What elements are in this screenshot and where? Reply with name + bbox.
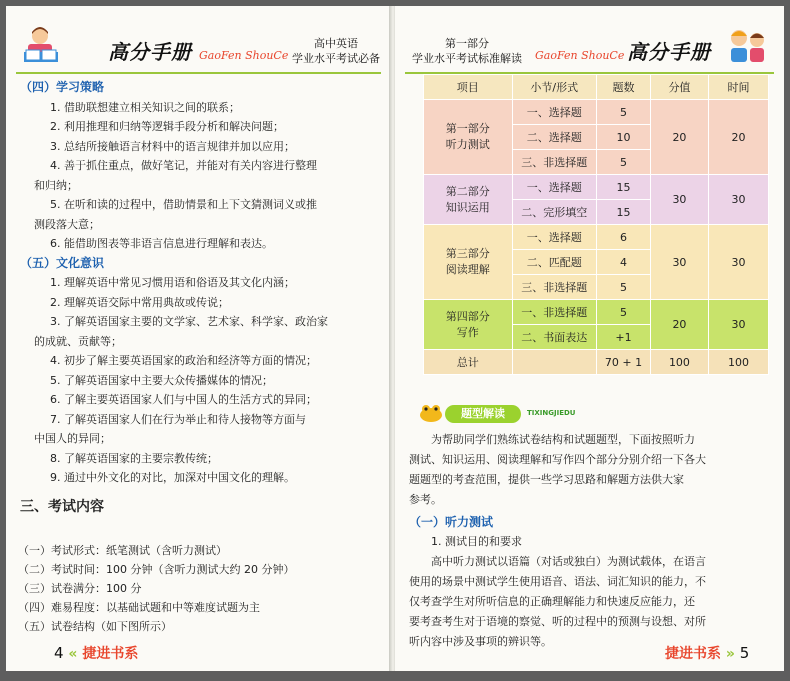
- list-item: 4. 初步了解主要英语国家的政治和经济等方面的情况；: [50, 354, 317, 367]
- time-cell: 30: [708, 225, 768, 300]
- table-cell: 15: [597, 200, 651, 225]
- exam-info-row: （四）难易程度：以基础试题和中等难度试题为主: [18, 601, 260, 614]
- left-footer: [54, 643, 138, 663]
- left-page: [6, 6, 391, 671]
- table-row: [424, 225, 769, 250]
- score-cell: 20: [650, 100, 708, 175]
- intro-line: 题题型的考查范围，提供一些学习思路和解题方法供大家: [409, 473, 684, 486]
- list-item: 7. 了解英语国家人们在行为举止和待人接物等方面与: [50, 412, 306, 426]
- exam-info-row: （五）试卷结构（如下图所示）: [18, 620, 172, 633]
- table-cell: 二、选择题: [512, 125, 596, 150]
- exam-info-row: （二）考试时间：100 分钟（含听力测试大约 20 分钟）: [18, 563, 295, 576]
- exam-structure-table: [423, 74, 769, 375]
- exam-info-row: （三）试卷满分：100 分: [18, 582, 142, 595]
- table-header-cell: 项目: [424, 75, 513, 100]
- list-item: 1. 理解英语中常见习惯用语和俗语及其文化内涵；: [50, 276, 295, 289]
- time-cell: 30: [708, 175, 768, 225]
- score-cell: 20: [650, 300, 708, 350]
- page-number: 4: [54, 644, 64, 662]
- header-rule: [16, 72, 381, 74]
- brand-title: 高分手册: [108, 40, 192, 64]
- left-body: [20, 78, 382, 517]
- right-body: [409, 430, 773, 652]
- list-item: 8. 了解英语国家的主要宗教传统；: [50, 451, 218, 465]
- subtitle-line1: 第一部分: [445, 37, 489, 50]
- intro-line: 参考。: [409, 493, 442, 506]
- table-cell: 6: [597, 225, 651, 250]
- subtitle-line2: 学业水平考试标准解读: [412, 52, 522, 65]
- total-score-cell: 100: [650, 350, 708, 375]
- exam-info-row: （一）考试形式：纸笔测试（含听力测试）: [18, 544, 227, 557]
- list-item-cont: 和归纳；: [34, 178, 78, 192]
- table-cell: 三、非选择题: [512, 150, 596, 175]
- table-cell: 5: [597, 275, 651, 300]
- section-culture-title: （五）文化意识: [20, 255, 105, 270]
- page-number: 5: [739, 644, 750, 662]
- part-name-cell: 第一部分 听力测试: [424, 100, 513, 175]
- table-header-cell: 时间: [708, 75, 768, 100]
- list-item-cont: 测段落大意；: [34, 217, 100, 231]
- tip-label: 题型解读: [445, 405, 521, 423]
- table-cell: 一、选择题: [512, 225, 596, 250]
- part-name-cell: 第三部分 阅读理解: [424, 225, 513, 300]
- table-header-row: [424, 75, 769, 100]
- table-total-row: [424, 350, 769, 375]
- list-item-cont: 中国人的异同；: [34, 432, 111, 445]
- para-line: 要考查考生对于语境的察觉、听的过程中的预测与设想、对所: [409, 615, 706, 628]
- table-cell: 10: [597, 125, 651, 150]
- subtitle-line2: 学业水平考试必备: [292, 52, 380, 65]
- list-item: 5. 了解英语国家中主要大众传播媒体的情况；: [50, 373, 273, 387]
- table-cell: +1: [597, 325, 651, 350]
- list-item: 6. 能借助图表等非语言信息进行理解和表达。: [50, 237, 273, 250]
- total-label-cell: 总计: [424, 350, 513, 375]
- score-cell: 30: [650, 175, 708, 225]
- table-row: [424, 100, 769, 125]
- section-learning-strategy-title: （四）学习策略: [20, 80, 105, 94]
- para-line: 使用的场景中测试学生使用语音、语法、词汇知识的能力，不: [409, 575, 706, 588]
- right-page: [395, 6, 784, 671]
- para-line: 仅考查学生对所听信息的正确理解能力和快速反应能力，还: [409, 595, 695, 608]
- list-item: 6. 了解主要英语国家人们与中国人的生活方式的异同；: [50, 393, 317, 406]
- kids-icon: [725, 24, 771, 68]
- tip-label-pinyin: TIXINGJIEDU: [527, 409, 576, 417]
- exam-info-list: [18, 541, 294, 636]
- list-item: 9. 通过中外文化的对比，加深对中国文化的理解。: [50, 471, 295, 484]
- table-header-cell: 小节/形式: [512, 75, 596, 100]
- chevrons-right-icon: »: [725, 646, 735, 662]
- table-cell: 5: [597, 100, 651, 125]
- part-name-cell: 第四部分 写作: [424, 300, 513, 350]
- intro-line: 为帮助同学们熟练试卷结构和试题题型，下面按照听力: [431, 433, 695, 446]
- footer-series: 捷进书系: [82, 646, 139, 662]
- table-cell: 二、匹配题: [512, 250, 596, 275]
- header-subtitle: [407, 36, 527, 66]
- section-listening-title: （一）听力测试: [409, 515, 494, 529]
- table-row: [424, 175, 769, 200]
- right-footer: [665, 643, 749, 663]
- para-line: 听内容中涉及事项的辨识等。: [409, 635, 552, 648]
- list-item: 5. 在听和读的过程中，借助情景和上下文猜测词义或推: [50, 198, 317, 211]
- table-cell: 15: [597, 175, 651, 200]
- kid-reading-icon: [18, 24, 64, 68]
- part-name-cell: 第二部分 知识运用: [424, 175, 513, 225]
- list-item: 3. 总结所接触语言材料中的语言规律并加以应用；: [50, 139, 295, 153]
- right-header: [405, 16, 774, 74]
- left-header: [16, 16, 381, 74]
- frog-mascot-icon: [419, 403, 443, 423]
- section-exam-content-title: 三、考试内容: [20, 498, 104, 515]
- table-cell: 一、选择题: [512, 175, 596, 200]
- list-item: 3. 了解英语国家主要的文学家、艺术家、科学家、政治家: [50, 315, 328, 328]
- table-cell: 5: [597, 300, 651, 325]
- time-cell: 20: [708, 100, 768, 175]
- list-item: 1. 借助联想建立相关知识之间的联系；: [50, 100, 240, 114]
- table-cell: 二、书面表达: [512, 325, 596, 350]
- table-cell: 三、非选择题: [512, 275, 596, 300]
- chevrons-left-icon: «: [68, 646, 78, 662]
- brand-pinyin: GaoFen ShouCe: [535, 49, 625, 62]
- table-cell: 一、选择题: [512, 100, 596, 125]
- score-cell: 30: [650, 225, 708, 300]
- table-cell: 5: [597, 150, 651, 175]
- total-time-cell: 100: [708, 350, 768, 375]
- time-cell: 30: [708, 300, 768, 350]
- table-cell: 一、非选择题: [512, 300, 596, 325]
- intro-line: 测试、知识运用、阅读理解和写作四个部分分别介绍一下各大: [409, 453, 706, 466]
- table-cell: 4: [597, 250, 651, 275]
- brand-title: 高分手册: [627, 40, 711, 64]
- list-item: 4. 善于抓住重点，做好笔记，并能对有关内容进行整理: [50, 159, 317, 172]
- table-row: [424, 300, 769, 325]
- header-subtitle: [286, 36, 386, 66]
- para-line: 高中听力测试以语篇（对话或独白）为测试载体，在语言: [431, 555, 706, 568]
- subtitle-line1: 高中英语: [314, 37, 358, 50]
- table-header-cell: 分值: [650, 75, 708, 100]
- brand-pinyin: GaoFen ShouCe: [199, 49, 289, 62]
- table-header-cell: 题数: [597, 75, 651, 100]
- total-count-cell: 70 + 1: [597, 350, 651, 375]
- table-cell: 二、完形填空: [512, 200, 596, 225]
- list-item: 2. 理解英语交际中常用典故或传说；: [50, 295, 229, 309]
- subsection-title: 1. 测试目的和要求: [431, 535, 522, 548]
- footer-series: 捷进书系: [665, 646, 721, 662]
- list-item-cont: 的成就、贡献等；: [34, 334, 122, 348]
- table-cell: [512, 350, 596, 375]
- list-item: 2. 利用推理和归纳等逻辑手段分析和解决问题；: [50, 120, 284, 133]
